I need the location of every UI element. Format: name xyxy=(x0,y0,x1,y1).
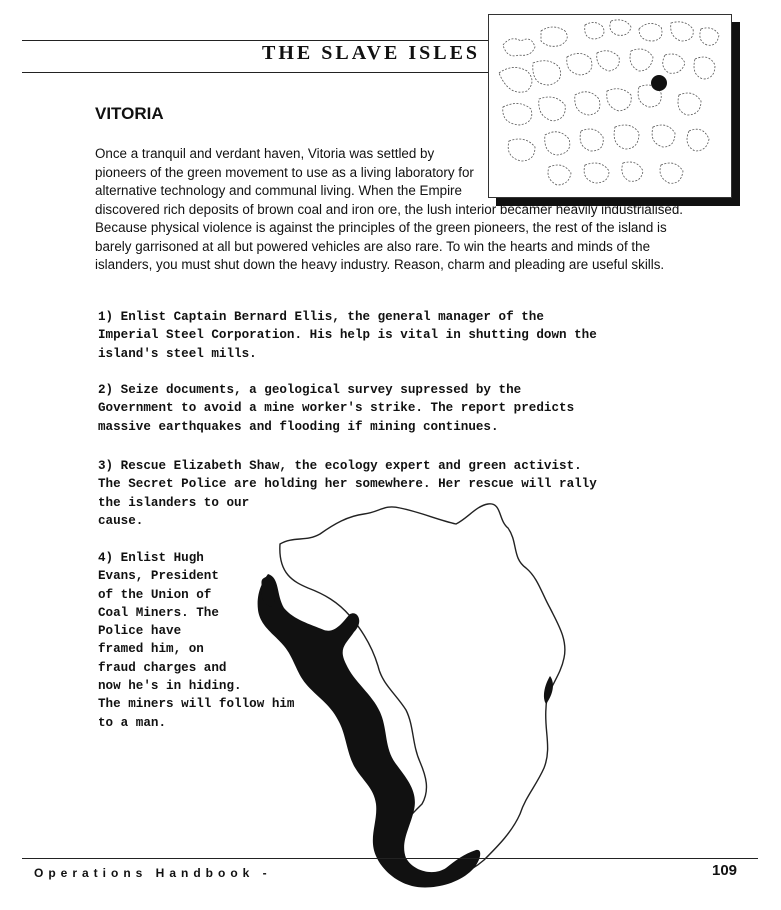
objective-3: 3) Rescue Elizabeth Shaw, the ecology expert and green activist. The Secret Police are holding her somewhere. Her rescue will rally the islanders to our cause. xyxy=(98,459,597,528)
footer-label: Operations Handbook - xyxy=(34,866,272,880)
section-title: THE SLAVE ISLES xyxy=(262,42,481,64)
header-rule-bottom xyxy=(22,72,488,73)
objective-2: 2) Seize documents, a geological survey supressed by the Government to avoid a mine worker's strike. The report predicts massive earthquakes and flooding if mining continues. xyxy=(98,383,575,434)
location-heading: VITORIA xyxy=(95,104,164,123)
intro-paragraph xyxy=(95,145,685,275)
objective-1: 1) Enlist Captain Bernard Ellis, the general manager of the Imperial Steel Corporation. His help is vital in shutting down the island's steel mills. xyxy=(98,310,597,361)
footer-rule xyxy=(22,858,758,859)
inset-map-clearance xyxy=(475,145,685,197)
page-number: 109 xyxy=(712,862,738,879)
location-dot-icon xyxy=(651,75,667,91)
vitoria-island-map-icon xyxy=(250,498,590,888)
header-rule-top xyxy=(22,40,488,41)
intro-text: Once a tranquil and verdant haven, Vitoria was settled by pioneers of the green movement to use as a living laboratory for alternative technology and communal living. When the Empire discovered rich deposits of brown coal and iron ore, the lush interior becamer heavily industrialised. Because physical violence is against the principles of the green pioneers, the rest of the island is barely garrisoned at all but powered vehicles are also rare. To win the hearts and minds of the islanders, you must shut down the heavy industry. Reason, charm and pleading are useful skills. xyxy=(95,146,684,272)
objective-4: 4) Enlist Hugh Evans, President of the Union of Coal Miners. The Police have framed him, on fraud charges and now he's in hiding. The miners will follow him to a man. xyxy=(98,551,295,730)
